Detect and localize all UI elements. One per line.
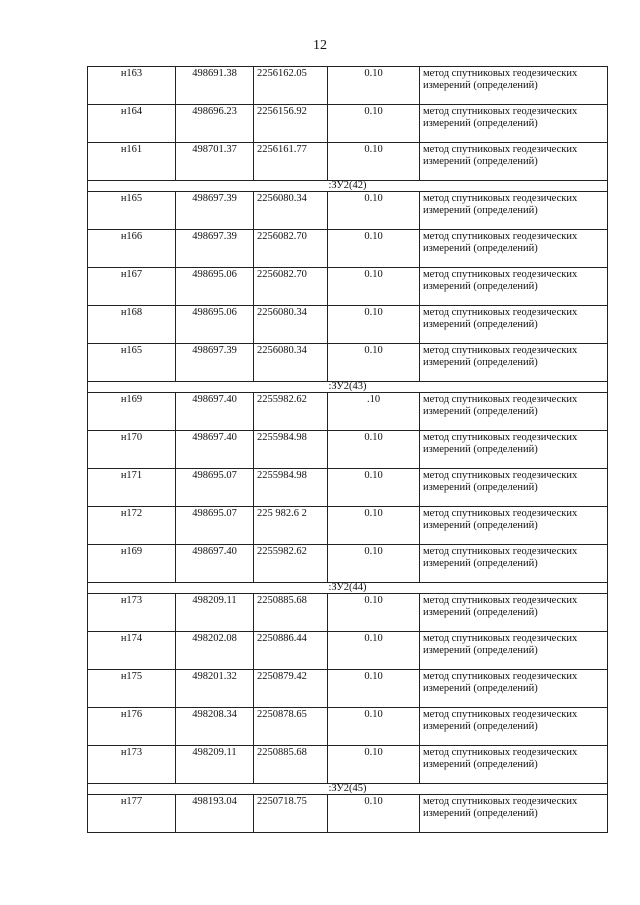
accuracy-cell: 0.10: [328, 795, 420, 833]
y-coordinate-cell: 2256161.77: [254, 143, 328, 181]
page-number: 12: [313, 38, 327, 53]
table-row: [88, 393, 608, 431]
method-cell: метод спутниковых геодезических измерений (определений): [420, 268, 608, 306]
accuracy-cell: 0.10: [328, 143, 420, 181]
point-name-cell: н169: [88, 393, 176, 431]
table-row: [88, 192, 608, 230]
x-coordinate-cell: 498695.06: [176, 268, 254, 306]
method-cell: метод спутниковых геодезических измерений (определений): [420, 431, 608, 469]
point-name-cell: н164: [88, 105, 176, 143]
y-coordinate-cell: 2250886.44: [254, 632, 328, 670]
parcel-group-row: [88, 784, 608, 795]
accuracy-cell: 0.10: [328, 670, 420, 708]
accuracy-cell: 0.10: [328, 344, 420, 382]
x-coordinate-cell: 498691.38: [176, 67, 254, 105]
accuracy-cell: 0.10: [328, 708, 420, 746]
y-coordinate-cell: 2256080.34: [254, 306, 328, 344]
x-coordinate-cell: 498695.07: [176, 469, 254, 507]
point-name-cell: н166: [88, 230, 176, 268]
method-cell: метод спутниковых геодезических измерений (определений): [420, 708, 608, 746]
point-name-cell: н173: [88, 746, 176, 784]
point-name-cell: н175: [88, 670, 176, 708]
y-coordinate-cell: 2256162.05: [254, 67, 328, 105]
table-row: [88, 507, 608, 545]
table-row: [88, 632, 608, 670]
x-coordinate-cell: 498695.06: [176, 306, 254, 344]
y-coordinate-cell: 225 982.6 2: [254, 507, 328, 545]
y-coordinate-cell: 2256080.34: [254, 192, 328, 230]
method-cell: метод спутниковых геодезических измерений (определений): [420, 746, 608, 784]
x-coordinate-cell: 498697.39: [176, 230, 254, 268]
accuracy-cell: 0.10: [328, 431, 420, 469]
point-name-cell: н165: [88, 192, 176, 230]
parcel-label: :ЗУ2(44): [88, 583, 608, 594]
table-row: [88, 708, 608, 746]
point-name-cell: н161: [88, 143, 176, 181]
y-coordinate-cell: 2250879.42: [254, 670, 328, 708]
point-name-cell: н174: [88, 632, 176, 670]
accuracy-cell: 0.10: [328, 268, 420, 306]
x-coordinate-cell: 498209.11: [176, 594, 254, 632]
accuracy-cell: 0.10: [328, 192, 420, 230]
point-name-cell: н170: [88, 431, 176, 469]
accuracy-cell: 0.10: [328, 230, 420, 268]
table-row: [88, 268, 608, 306]
table-row: [88, 594, 608, 632]
point-name-cell: н165: [88, 344, 176, 382]
x-coordinate-cell: 498697.40: [176, 393, 254, 431]
y-coordinate-cell: 2255982.62: [254, 545, 328, 583]
point-name-cell: н171: [88, 469, 176, 507]
x-coordinate-cell: 498193.04: [176, 795, 254, 833]
y-coordinate-cell: 2256080.34: [254, 344, 328, 382]
accuracy-cell: 0.10: [328, 469, 420, 507]
y-coordinate-cell: 2250718.75: [254, 795, 328, 833]
x-coordinate-cell: 498208.34: [176, 708, 254, 746]
y-coordinate-cell: 2255984.98: [254, 431, 328, 469]
parcel-label: :ЗУ2(45): [88, 784, 608, 795]
accuracy-cell: 0.10: [328, 594, 420, 632]
method-cell: метод спутниковых геодезических измерений (определений): [420, 393, 608, 431]
x-coordinate-cell: 498697.40: [176, 545, 254, 583]
table-row: [88, 306, 608, 344]
y-coordinate-cell: 2256156.92: [254, 105, 328, 143]
coordinates-table: [87, 66, 608, 833]
accuracy-cell: 0.10: [328, 67, 420, 105]
parcel-group-row: [88, 583, 608, 594]
accuracy-cell: .10: [328, 393, 420, 431]
method-cell: метод спутниковых геодезических измерений (определений): [420, 105, 608, 143]
point-name-cell: н169: [88, 545, 176, 583]
x-coordinate-cell: 498697.39: [176, 344, 254, 382]
accuracy-cell: 0.10: [328, 507, 420, 545]
table-row: [88, 670, 608, 708]
method-cell: метод спутниковых геодезических измерений (определений): [420, 632, 608, 670]
table-row: [88, 746, 608, 784]
table-row: [88, 469, 608, 507]
point-name-cell: н173: [88, 594, 176, 632]
accuracy-cell: 0.10: [328, 545, 420, 583]
x-coordinate-cell: 498695.07: [176, 507, 254, 545]
accuracy-cell: 0.10: [328, 632, 420, 670]
table-row: [88, 545, 608, 583]
accuracy-cell: 0.10: [328, 306, 420, 344]
x-coordinate-cell: 498209.11: [176, 746, 254, 784]
table-row: [88, 230, 608, 268]
method-cell: метод спутниковых геодезических измерений (определений): [420, 670, 608, 708]
x-coordinate-cell: 498701.37: [176, 143, 254, 181]
method-cell: метод спутниковых геодезических измерений (определений): [420, 67, 608, 105]
x-coordinate-cell: 498696.23: [176, 105, 254, 143]
y-coordinate-cell: 2255984.98: [254, 469, 328, 507]
method-cell: метод спутниковых геодезических измерений (определений): [420, 507, 608, 545]
x-coordinate-cell: 498697.39: [176, 192, 254, 230]
x-coordinate-cell: 498201.32: [176, 670, 254, 708]
method-cell: метод спутниковых геодезических измерений (определений): [420, 143, 608, 181]
parcel-group-row: [88, 181, 608, 192]
method-cell: метод спутниковых геодезических измерений (определений): [420, 230, 608, 268]
table-row: [88, 67, 608, 105]
parcel-label: :ЗУ2(42): [88, 181, 608, 192]
point-name-cell: н176: [88, 708, 176, 746]
table-row: [88, 795, 608, 833]
y-coordinate-cell: 2256082.70: [254, 230, 328, 268]
x-coordinate-cell: 498202.08: [176, 632, 254, 670]
table-row: [88, 344, 608, 382]
coordinates-table-body: [88, 67, 608, 833]
point-name-cell: н168: [88, 306, 176, 344]
parcel-group-row: [88, 382, 608, 393]
method-cell: метод спутниковых геодезических измерений (определений): [420, 469, 608, 507]
point-name-cell: н172: [88, 507, 176, 545]
parcel-label: :ЗУ2(43): [88, 382, 608, 393]
method-cell: метод спутниковых геодезических измерений (определений): [420, 192, 608, 230]
method-cell: метод спутниковых геодезических измерений (определений): [420, 594, 608, 632]
point-name-cell: н177: [88, 795, 176, 833]
method-cell: метод спутниковых геодезических измерений (определений): [420, 545, 608, 583]
method-cell: метод спутниковых геодезических измерений (определений): [420, 795, 608, 833]
table-row: [88, 431, 608, 469]
accuracy-cell: 0.10: [328, 105, 420, 143]
table-row: [88, 143, 608, 181]
x-coordinate-cell: 498697.40: [176, 431, 254, 469]
y-coordinate-cell: 2250885.68: [254, 746, 328, 784]
accuracy-cell: 0.10: [328, 746, 420, 784]
y-coordinate-cell: 2250885.68: [254, 594, 328, 632]
y-coordinate-cell: 2256082.70: [254, 268, 328, 306]
y-coordinate-cell: 2255982.62: [254, 393, 328, 431]
table-row: [88, 105, 608, 143]
y-coordinate-cell: 2250878.65: [254, 708, 328, 746]
point-name-cell: н167: [88, 268, 176, 306]
method-cell: метод спутниковых геодезических измерений (определений): [420, 344, 608, 382]
method-cell: метод спутниковых геодезических измерений (определений): [420, 306, 608, 344]
point-name-cell: н163: [88, 67, 176, 105]
